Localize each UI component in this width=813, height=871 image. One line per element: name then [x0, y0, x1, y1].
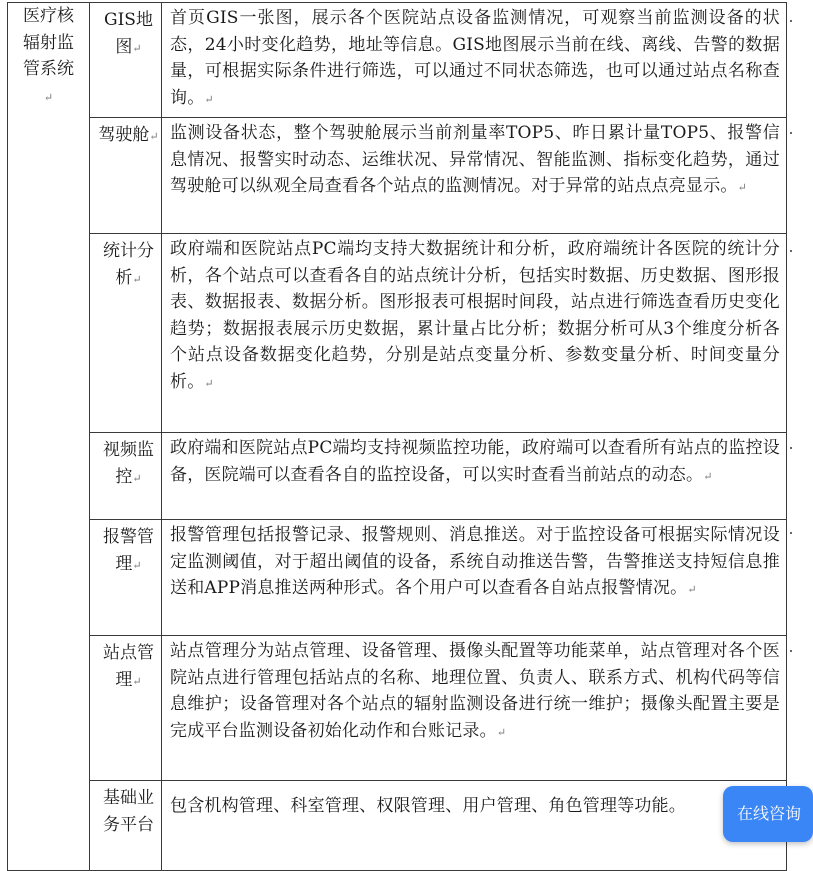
- module-desc: 监测设备状态，整个驾驶舱展示当前剂量率TOP5、昨日累计量TOP5、报警信息情况、报警实时动态、运维状况、异常情况、智能监测、指标变化趋势，通过驾驶舱可以纵观全局查看各个站点的监测情况。对于异常的站点点亮显示。: [170, 123, 780, 196]
- module-desc-cell: [162, 781, 787, 871]
- table-row: [8, 433, 787, 520]
- module-name-cell: [90, 781, 162, 871]
- module-desc-cell: [162, 3, 787, 118]
- module-name-cell: [90, 433, 162, 520]
- module-name: 驾驶舱: [98, 125, 150, 145]
- return-mark: ↵: [132, 558, 142, 572]
- module-name-cell: [90, 118, 162, 234]
- table-row: [8, 118, 787, 234]
- table-row: [8, 636, 787, 781]
- return-mark: ↵: [132, 674, 142, 688]
- module-desc: 政府端和医院站点PC端均支持大数据统计和分析，政府端统计各医院的统计分析，各个站点可以查看各自的站点统计分析，包括实时数据、历史数据、图形报表、数据报表、数据分析。图形报表可根据时间段，站点进行筛选查看历史变化趋势；数据报表展示历史数据，累计量占比分析；数据分析可从3个维度分析各个站点设备数据变化趋势，分别是站点变量分析、参数变量分析、时间变量分析。: [170, 239, 780, 392]
- module-desc-cell: [162, 234, 787, 433]
- table-row: [8, 781, 787, 871]
- edge-mark: [790, 532, 792, 534]
- module-desc-cell: [162, 636, 787, 781]
- return-mark: ↵: [43, 90, 54, 104]
- table-row: [8, 520, 787, 636]
- module-name: GIS地图: [104, 10, 153, 57]
- return-mark: ↵: [204, 92, 214, 106]
- return-mark: ↵: [737, 181, 748, 194]
- return-mark: ↵: [204, 376, 214, 390]
- table-row: [8, 3, 787, 118]
- module-desc: 首页GIS一张图，展示各个医院站点设备监测情况，可观察当前监测设备的状态，24小时变化趋势，地址等信息。GIS地图展示当前在线、离线、告警的数据量，可根据实际条件进行筛选，可以通过不同状态筛选，也可以通过站点名称查询。: [170, 8, 780, 108]
- return-mark: ↵: [496, 725, 507, 739]
- edge-mark: [790, 132, 792, 134]
- module-desc: 站点管理分为站点管理、设备管理、摄像头配置等功能菜单，站点管理对各个医院站点进行管理包括站点的名称、地理位置、负责人、联系方式、机构代码等信息维护；设备管理对各个站点的辐射监测设备进行统一维护；摄像头配置主要是完成平台监测设备初始化动作和台账记录。: [170, 641, 780, 741]
- module-name: 统计分析: [103, 241, 154, 288]
- online-consult-button[interactable]: [723, 786, 813, 842]
- module-desc: 报警管理包括报警记录、报警规则、消息推送。对于监控设备可根据实际情况设定监测阈值，对于超出阈值的设备，系统自动推送告警，告警推送支持短信息推送和APP消息推送两种形式。各个用户可以查看各自站点报警情况。: [170, 525, 780, 598]
- module-name-cell: [90, 3, 162, 118]
- system-name-cell: [8, 3, 90, 871]
- module-name: 站点管理: [103, 643, 154, 690]
- module-desc: 包含机构管理、科室管理、权限管理、用户管理、角色管理等功能。: [170, 796, 686, 816]
- return-mark: ↵: [703, 469, 713, 483]
- online-consult-label: 在线咨询: [737, 804, 802, 823]
- return-mark: ↵: [132, 41, 142, 55]
- return-mark: ↵: [687, 583, 697, 596]
- edge-mark: [790, 447, 792, 449]
- module-desc-cell: [162, 520, 787, 636]
- edge-mark: [790, 20, 792, 22]
- module-name: 视频监控: [103, 440, 154, 487]
- return-mark: ↵: [132, 471, 142, 485]
- return-mark: ↵: [149, 130, 159, 143]
- return-mark: ↵: [132, 272, 142, 286]
- table-row: [8, 234, 787, 433]
- module-name-cell: [90, 636, 162, 781]
- module-desc-cell: [162, 118, 787, 234]
- edge-mark: [790, 250, 792, 252]
- module-name: 基础业务平台: [103, 788, 154, 835]
- module-name: 报警管理: [103, 527, 154, 574]
- module-desc-cell: [162, 433, 787, 520]
- module-name-cell: [90, 234, 162, 433]
- system-name: 医疗核辐射监管系统: [23, 6, 74, 79]
- module-desc: 政府端和医院站点PC端均支持视频监控功能，政府端可以查看所有站点的监控设备，医院端可以查看各自的监控设备，可以实时查看当前站点的动态。: [170, 438, 780, 485]
- module-name-cell: [90, 520, 162, 636]
- edge-mark: [790, 650, 792, 652]
- system-function-table: [7, 2, 787, 871]
